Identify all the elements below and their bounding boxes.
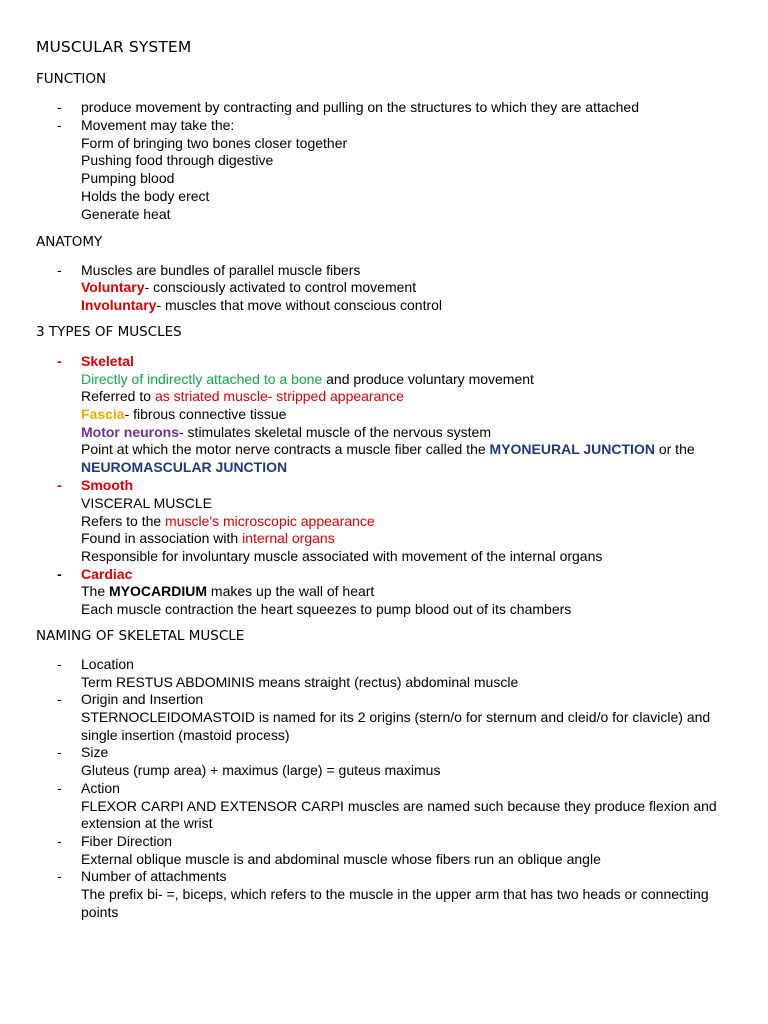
list-subitem: Form of bringing two bones closer together bbox=[81, 135, 348, 151]
list-subitem: The prefix bi- =, biceps, which refers to the muscle in the upper arm that has two heads or connecting bbox=[81, 886, 709, 902]
section-heading-types: 3 TYPES OF MUSCLES bbox=[36, 324, 182, 340]
section-heading-naming: NAMING OF SKELETAL MUSCLE bbox=[36, 628, 245, 644]
list-item: Movement may take the: bbox=[81, 117, 235, 133]
bullet-dash: - bbox=[57, 353, 62, 369]
list-item: Origin and Insertion bbox=[81, 691, 204, 707]
smooth-line: VISCERAL MUSCLE bbox=[81, 495, 212, 511]
bullet-dash: - bbox=[57, 833, 62, 849]
list-subitem: Holds the body erect bbox=[81, 188, 210, 204]
section-heading-anatomy: ANATOMY bbox=[36, 234, 103, 250]
motor-neurons-definition: Motor neurons- stimulates skeletal muscle of the nervous system bbox=[81, 424, 492, 440]
section-heading-function: FUNCTION bbox=[36, 71, 107, 87]
voluntary-definition: Voluntary- consciously activated to control movement bbox=[81, 279, 417, 295]
list-item: Size bbox=[81, 744, 109, 760]
page-title: MUSCULAR SYSTEM bbox=[36, 38, 192, 56]
smooth-line: Refers to the muscle's microscopic appearance bbox=[81, 513, 375, 529]
bullet-dash: - bbox=[57, 780, 62, 796]
list-subitem: Pumping blood bbox=[81, 170, 175, 186]
list-subitem: Generate heat bbox=[81, 206, 171, 222]
involuntary-term: Involuntary bbox=[81, 297, 157, 313]
list-item: Fiber Direction bbox=[81, 833, 173, 849]
list-subitem: single insertion (mastoid process) bbox=[81, 727, 290, 743]
motor-neurons-term: Motor neurons bbox=[81, 424, 179, 440]
bullet-dash: - bbox=[57, 99, 62, 115]
skeletal-line: Point at which the motor nerve contracts a muscle fiber called the MYONEURAL JUNCTION or the bbox=[81, 441, 695, 457]
list-subitem: Gluteus (rump area) + maximus (large) = guteus maximus bbox=[81, 762, 441, 778]
cardiac-label: Cardiac bbox=[81, 566, 133, 582]
skeletal-line: Referred to as striated muscle- stripped appearance bbox=[81, 388, 404, 404]
list-subitem: points bbox=[81, 904, 119, 920]
smooth-line: Found in association with internal organs bbox=[81, 530, 335, 546]
bullet-dash: - bbox=[57, 566, 62, 582]
list-item: Location bbox=[81, 656, 134, 672]
bullet-dash: - bbox=[57, 744, 62, 760]
bullet-dash: - bbox=[57, 868, 62, 884]
bullet-dash: - bbox=[57, 262, 62, 278]
cardiac-line: Each muscle contraction the heart squeezes to pump blood out of its chambers bbox=[81, 601, 572, 617]
bullet-dash: - bbox=[57, 477, 62, 493]
fascia-term: Fascia bbox=[81, 406, 125, 422]
bullet-dash: - bbox=[57, 656, 62, 672]
skeletal-line: Directly of indirectly attached to a bone and produce voluntary movement bbox=[81, 371, 534, 387]
neuromascular-junction: NEUROMASCULAR JUNCTION bbox=[81, 459, 288, 475]
skeletal-label: Skeletal bbox=[81, 353, 134, 369]
list-subitem: Term RESTUS ABDOMINIS means straight (rectus) abdominal muscle bbox=[81, 674, 519, 690]
list-item: Muscles are bundles of parallel muscle fibers bbox=[81, 262, 361, 278]
bullet-dash: - bbox=[57, 117, 62, 133]
smooth-label: Smooth bbox=[81, 477, 134, 493]
voluntary-term: Voluntary bbox=[81, 279, 145, 295]
list-item: produce movement by contracting and pulling on the structures to which they are attached bbox=[81, 99, 639, 115]
involuntary-definition: Involuntary- muscles that move without conscious control bbox=[81, 297, 443, 313]
list-item: Number of attachments bbox=[81, 868, 227, 884]
list-subitem: FLEXOR CARPI AND EXTENSOR CARPI muscles are named such because they produce flexion and bbox=[81, 798, 717, 814]
list-subitem: extension at the wrist bbox=[81, 815, 213, 831]
cardiac-line: The MYOCARDIUM makes up the wall of heart bbox=[81, 583, 375, 599]
list-subitem: Pushing food through digestive bbox=[81, 152, 274, 168]
smooth-line: Responsible for involuntary muscle associated with movement of the internal organs bbox=[81, 548, 603, 564]
list-item: Action bbox=[81, 780, 120, 796]
list-subitem: STERNOCLEIDOMASTOID is named for its 2 origins (stern/o for sternum and cleid/o for clavicle) and bbox=[81, 709, 711, 725]
fascia-definition: Fascia- fibrous connective tissue bbox=[81, 406, 287, 422]
bullet-dash: - bbox=[57, 691, 62, 707]
list-subitem: External oblique muscle is and abdominal muscle whose fibers run an oblique angle bbox=[81, 851, 601, 867]
